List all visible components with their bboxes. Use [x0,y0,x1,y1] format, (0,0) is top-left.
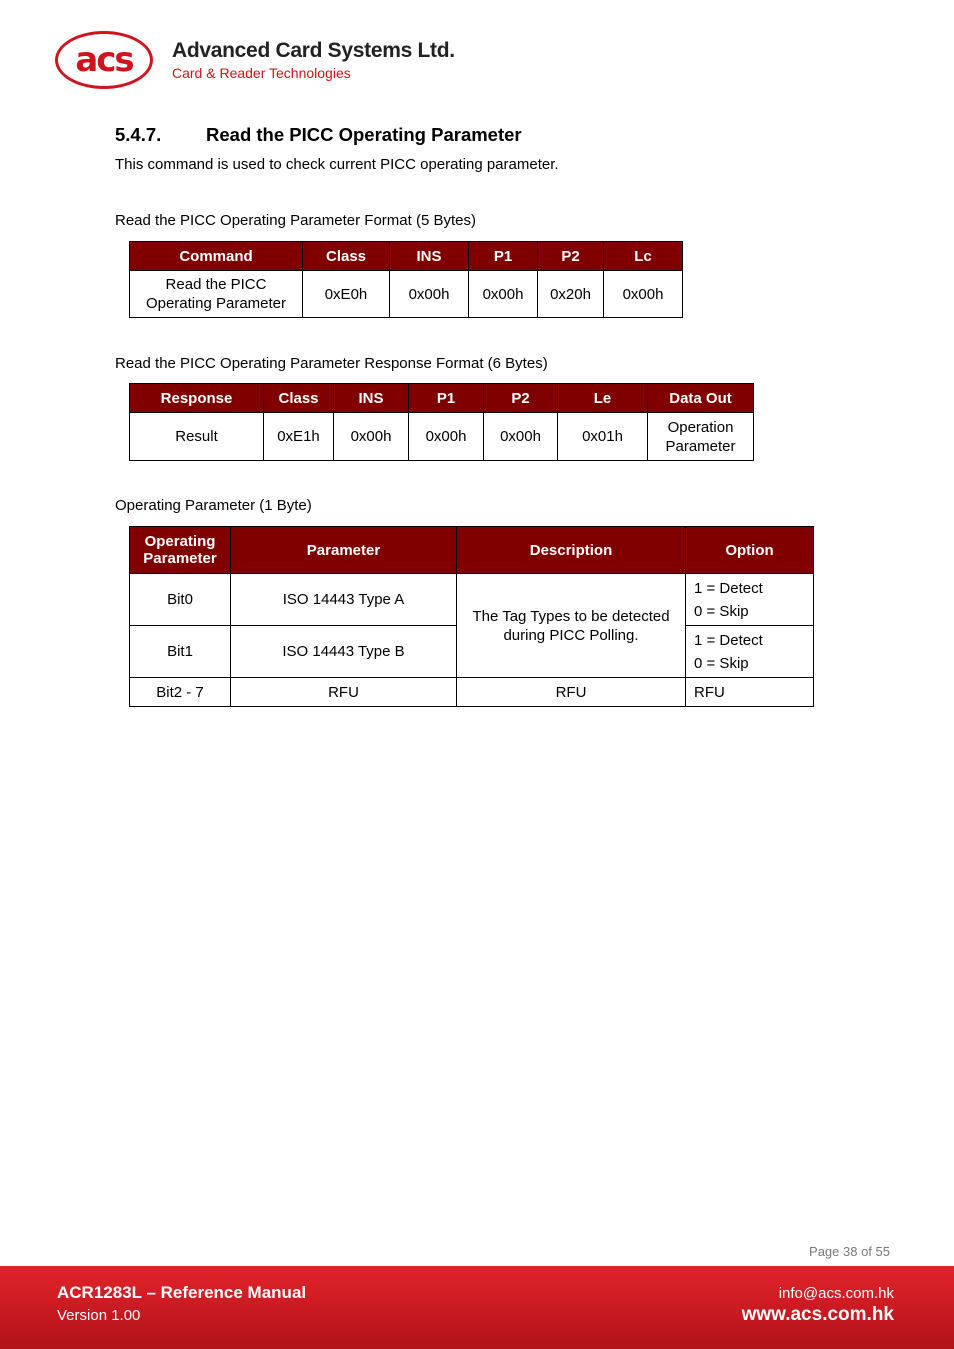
footer-website: www.acs.com.hk [741,1304,894,1325]
header-class: Class [303,242,390,271]
page-number: Page 38 of 55 [809,1244,890,1259]
data-out-cell: Operation Parameter [648,413,754,461]
header-operating-parameter: Operating Parameter [130,527,231,574]
p2-cell: 0x00h [484,413,558,461]
header-parameter: Parameter [231,527,457,574]
param-table [129,526,814,707]
p1-cell: 0x00h [469,271,538,318]
section-title: Read the PICC Operating Parameter [206,124,522,145]
param-table-caption: Operating Parameter (1 Byte) [115,497,312,514]
header-ins: INS [334,384,409,413]
header-p2: P2 [484,384,558,413]
footer-bar [0,1266,954,1349]
section-description: This command is used to check current PICC operating parameter. [115,156,559,173]
header-ins: INS [390,242,469,271]
footer-version: Version 1.00 [57,1307,141,1324]
ins-cell: 0x00h [390,271,469,318]
option-skip: 0 = Skip [694,602,749,620]
header-lc: Lc [604,242,683,271]
header-class: Class [264,384,334,413]
bit-cell: Bit2 - 7 [130,678,231,707]
class-cell: 0xE1h [264,413,334,461]
header-p1: P1 [409,384,484,413]
description-cell: RFU [457,678,686,707]
section-heading [115,124,522,146]
option-cell [686,574,814,626]
table-row [130,271,683,318]
header-p1: P1 [469,242,538,271]
bit-cell: Bit1 [130,626,231,678]
table-row [130,574,814,626]
p1-cell: 0x00h [409,413,484,461]
footer-email: info@acs.com.hk [778,1285,894,1302]
response-table-header-row [130,384,754,413]
section-number: 5.4.7. [115,124,162,145]
option-skip: 0 = Skip [694,654,749,672]
header-description: Description [457,527,686,574]
response-cell: Result [130,413,264,461]
option-detect: 1 = Detect [694,631,763,649]
company-logo [55,29,475,95]
response-table-caption: Read the PICC Operating Parameter Response Format (6 Bytes) [115,355,548,372]
header-p2: P2 [538,242,604,271]
parameter-cell: RFU [231,678,457,707]
command-table-header-row [130,242,683,271]
ins-cell: 0x00h [334,413,409,461]
logo-mark: acs [75,40,133,80]
header-response: Response [130,384,264,413]
parameter-cell: ISO 14443 Type B [231,626,457,678]
option-cell: RFU [686,678,814,707]
company-name: Advanced Card Systems Ltd. [172,39,455,62]
param-table-header-row [130,527,814,574]
option-cell [686,626,814,678]
header-option: Option [686,527,814,574]
le-cell: 0x01h [558,413,648,461]
company-tagline: Card & Reader Technologies [172,65,351,81]
command-cell: Read the PICC Operating Parameter [130,271,303,318]
p2-cell: 0x20h [538,271,604,318]
table-row [130,678,814,707]
parameter-cell: ISO 14443 Type A [231,574,457,626]
header-command: Command [130,242,303,271]
header-le: Le [558,384,648,413]
class-cell: 0xE0h [303,271,390,318]
footer-title: ACR1283L – Reference Manual [57,1283,307,1302]
response-table [129,383,754,461]
table-row [130,413,754,461]
lc-cell: 0x00h [604,271,683,318]
header-data-out: Data Out [648,384,754,413]
option-detect: 1 = Detect [694,579,763,597]
command-table [129,241,683,318]
command-table-caption: Read the PICC Operating Parameter Format (5 Bytes) [115,212,476,229]
bit-cell: Bit0 [130,574,231,626]
description-cell: The Tag Types to be detected during PICC Polling. [457,574,686,678]
